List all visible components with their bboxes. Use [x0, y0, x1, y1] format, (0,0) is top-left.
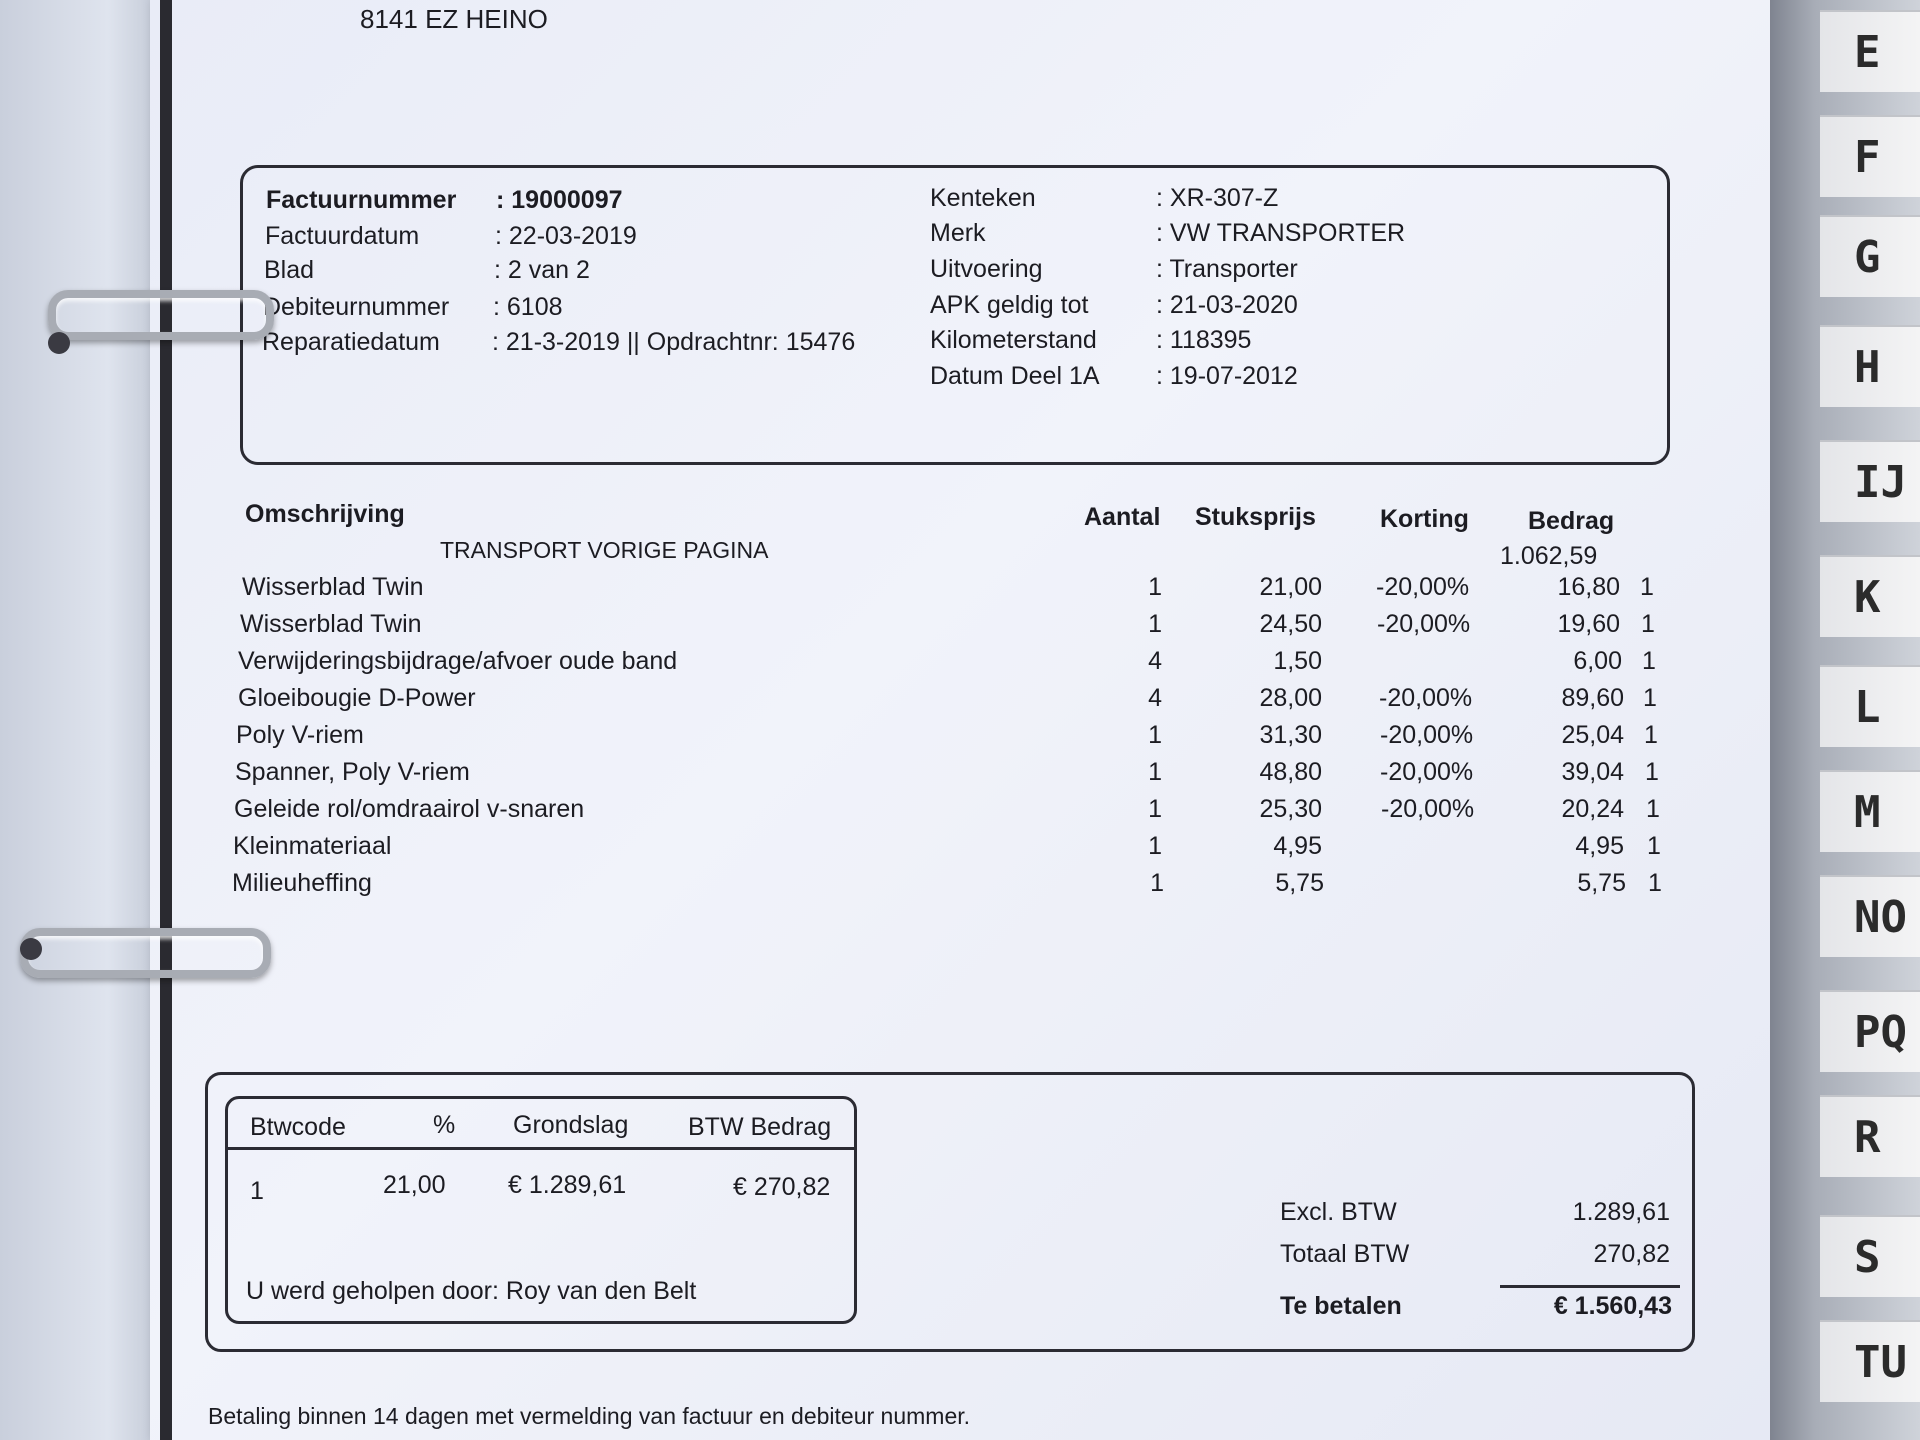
- punch-hole: [20, 938, 42, 960]
- index-tab[interactable]: NO: [1820, 875, 1920, 957]
- invoice-line: [0, 869, 1700, 905]
- field-label: Factuurnummer: [266, 186, 457, 214]
- index-tab[interactable]: S: [1820, 1215, 1920, 1297]
- line-amount: 89,60: [1561, 684, 1624, 712]
- field-label: Debiteurnummer: [263, 293, 450, 321]
- line-vat-code: 1: [1645, 758, 1659, 786]
- line-description: Kleinmateriaal: [233, 832, 392, 860]
- index-tab[interactable]: L: [1820, 665, 1920, 747]
- line-unit-price: 24,50: [1259, 610, 1322, 638]
- helped-by-note: U werd geholpen door: Roy van den Belt: [246, 1277, 697, 1305]
- payment-terms: Betaling binnen 14 dagen met vermelding van factuur en debiteur nummer.: [208, 1403, 971, 1429]
- field-value: : 21-3-2019 || Opdrachtnr: 15476: [492, 328, 856, 356]
- field-value: : 6108: [493, 293, 563, 321]
- line-amount: 16,80: [1557, 573, 1620, 601]
- line-vat-code: 1: [1640, 573, 1654, 601]
- amount-due-value: € 1.560,43: [1553, 1292, 1672, 1320]
- line-description: Gloeibougie D-Power: [238, 684, 476, 712]
- vat-header-divider: [228, 1147, 854, 1150]
- column-header-amount: Bedrag: [1528, 507, 1615, 535]
- invoice-line: [0, 684, 1700, 720]
- index-tab[interactable]: E: [1820, 10, 1920, 92]
- index-tab[interactable]: M: [1820, 770, 1920, 852]
- column-header-discount: Korting: [1380, 505, 1469, 533]
- line-vat-code: 1: [1647, 832, 1661, 860]
- total-vat-value: 270,82: [1593, 1240, 1670, 1268]
- vat-row-base: € 1.289,61: [508, 1171, 627, 1199]
- binder-ring: [20, 928, 271, 978]
- line-quantity: 1: [1148, 795, 1162, 823]
- field-value: : 19000097: [496, 186, 623, 214]
- vat-row-code: 1: [250, 1177, 264, 1205]
- line-unit-price: 4,95: [1273, 832, 1322, 860]
- vat-header-code: Btwcode: [250, 1113, 346, 1141]
- invoice-line: [0, 795, 1700, 831]
- field-value: : 19-07-2012: [1156, 362, 1298, 390]
- vat-row-amount: € 270,82: [733, 1173, 831, 1201]
- line-quantity: 1: [1148, 721, 1162, 749]
- field-value: : VW TRANSPORTER: [1156, 219, 1406, 247]
- index-tab[interactable]: R: [1820, 1095, 1920, 1177]
- line-unit-price: 5,75: [1275, 869, 1324, 897]
- field-label: Datum Deel 1A: [930, 362, 1100, 390]
- field-label: Blad: [264, 256, 315, 284]
- line-amount: 19,60: [1557, 610, 1620, 638]
- line-unit-price: 28,00: [1259, 684, 1322, 712]
- invoice-line: [0, 610, 1700, 646]
- line-amount: 20,24: [1561, 795, 1624, 823]
- line-discount: -20,00%: [1380, 721, 1474, 749]
- field-label: Merk: [930, 219, 986, 247]
- index-tab[interactable]: G: [1820, 215, 1920, 297]
- index-tab[interactable]: TU: [1820, 1320, 1920, 1402]
- total-divider: [1500, 1285, 1680, 1288]
- line-amount: 4,95: [1575, 832, 1624, 860]
- line-description: Milieuheffing: [232, 869, 372, 897]
- total-vat-label: Totaal BTW: [1280, 1240, 1410, 1268]
- field-value: : 21-03-2020: [1156, 291, 1298, 319]
- index-tab[interactable]: H: [1820, 325, 1920, 407]
- index-tab[interactable]: PQ: [1820, 990, 1920, 1072]
- line-vat-code: 1: [1648, 869, 1662, 897]
- vat-header-base: Grondslag: [513, 1111, 629, 1139]
- vat-summary-box: [225, 1096, 857, 1324]
- index-tab[interactable]: K: [1820, 555, 1920, 637]
- field-label: Kenteken: [930, 184, 1036, 212]
- vat-row-percent: 21,00: [383, 1171, 446, 1199]
- customer-address: 8141 EZ HEINO: [360, 4, 548, 34]
- line-vat-code: 1: [1644, 721, 1658, 749]
- line-unit-price: 31,30: [1259, 721, 1322, 749]
- line-discount: -20,00%: [1376, 573, 1470, 601]
- line-vat-code: 1: [1646, 795, 1660, 823]
- line-amount: 25,04: [1561, 721, 1624, 749]
- line-quantity: 1: [1148, 573, 1162, 601]
- excl-vat-value: 1.289,61: [1572, 1198, 1670, 1226]
- column-header-unit-price: Stuksprijs: [1195, 503, 1316, 531]
- line-quantity: 1: [1148, 758, 1162, 786]
- invoice-line: [0, 647, 1700, 683]
- index-tab[interactable]: F: [1820, 115, 1920, 197]
- field-label: Reparatiedatum: [262, 328, 440, 356]
- column-header-description: Omschrijving: [245, 500, 405, 528]
- field-label: Uitvoering: [930, 255, 1043, 283]
- line-description: Geleide rol/omdraairol v-snaren: [234, 795, 585, 823]
- line-quantity: 1: [1148, 610, 1162, 638]
- line-unit-price: 21,00: [1259, 573, 1322, 601]
- line-discount: -20,00%: [1380, 758, 1474, 786]
- line-discount: -20,00%: [1377, 610, 1471, 638]
- vat-header-percent: %: [433, 1111, 456, 1139]
- line-quantity: 4: [1148, 647, 1162, 675]
- field-label: Factuurdatum: [265, 222, 420, 250]
- line-vat-code: 1: [1643, 684, 1657, 712]
- line-description: Poly V-riem: [236, 721, 364, 749]
- field-value: : 22-03-2019: [495, 222, 637, 250]
- field-value: : Transporter: [1156, 255, 1298, 283]
- line-discount: -20,00%: [1379, 684, 1473, 712]
- line-amount: 5,75: [1577, 869, 1626, 897]
- line-amount: 39,04: [1561, 758, 1624, 786]
- line-discount: -20,00%: [1381, 795, 1475, 823]
- invoice-line: [0, 832, 1700, 868]
- invoice-line: [0, 573, 1700, 609]
- line-vat-code: 1: [1642, 647, 1656, 675]
- line-quantity: 4: [1148, 684, 1162, 712]
- line-amount: 6,00: [1573, 647, 1622, 675]
- line-unit-price: 1,50: [1273, 647, 1322, 675]
- line-description: Verwijderingsbijdrage/afvoer oude band: [238, 647, 678, 675]
- index-tab[interactable]: IJ: [1820, 440, 1920, 522]
- line-description: Wisserblad Twin: [242, 573, 424, 601]
- amount-due-label: Te betalen: [1280, 1292, 1402, 1320]
- excl-vat-label: Excl. BTW: [1280, 1198, 1397, 1226]
- invoice-line: [0, 721, 1700, 757]
- punch-hole: [48, 332, 70, 354]
- line-unit-price: 48,80: [1259, 758, 1322, 786]
- index-tabs: [1770, 0, 1920, 1440]
- line-vat-code: 1: [1641, 610, 1655, 638]
- field-value: : 2 van 2: [494, 256, 590, 284]
- line-description: Spanner, Poly V-riem: [235, 758, 470, 786]
- field-value: : XR-307-Z: [1156, 184, 1279, 212]
- field-label: APK geldig tot: [930, 291, 1089, 319]
- vat-header-amount: BTW Bedrag: [688, 1113, 832, 1141]
- carry-over-label: TRANSPORT VORIGE PAGINA: [440, 537, 769, 563]
- field-value: : 118395: [1156, 326, 1252, 354]
- column-header-quantity: Aantal: [1084, 503, 1161, 531]
- field-label: Kilometerstand: [930, 326, 1097, 354]
- line-quantity: 1: [1148, 832, 1162, 860]
- line-description: Wisserblad Twin: [240, 610, 422, 638]
- binder-spine: [160, 0, 172, 1440]
- invoice-line: [0, 758, 1700, 794]
- line-unit-price: 25,30: [1259, 795, 1322, 823]
- line-quantity: 1: [1150, 869, 1164, 897]
- carry-over-amount: 1.062,59: [1500, 542, 1598, 570]
- binder-ring: [48, 290, 274, 340]
